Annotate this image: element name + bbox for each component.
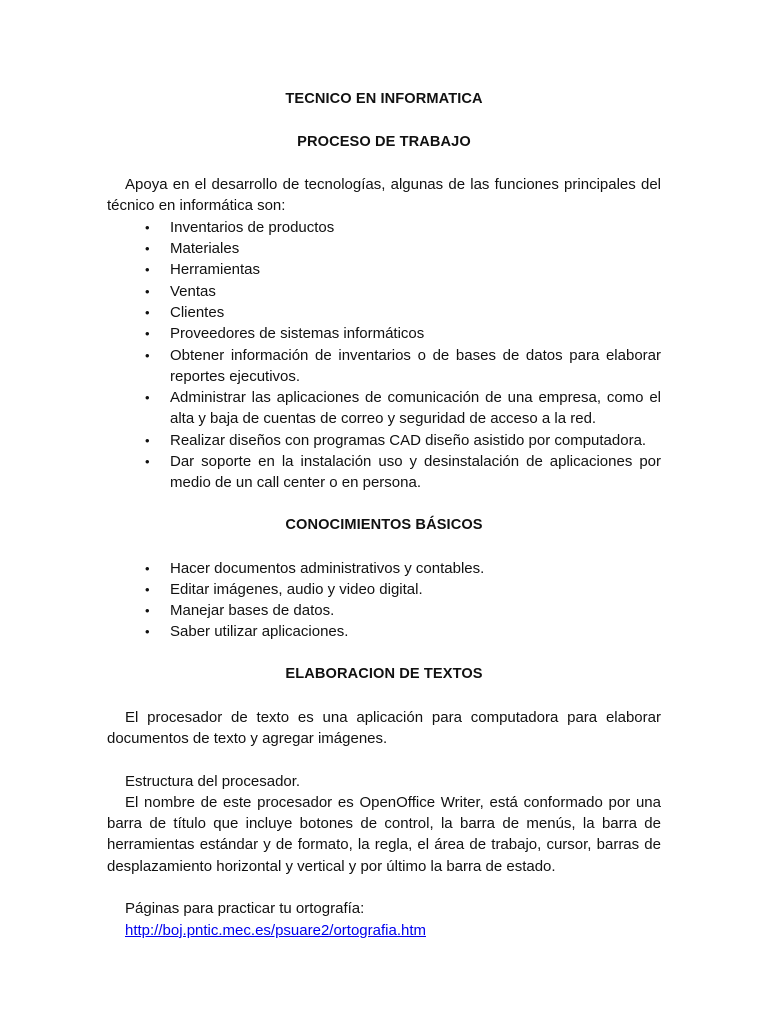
list-item: • Clientes bbox=[107, 302, 661, 323]
list-item: • Materiales bbox=[107, 238, 661, 259]
bullet-icon: • bbox=[145, 326, 150, 342]
knowledge-list bbox=[107, 558, 661, 643]
list-item: • Administrar las aplicaciones de comunicación de una empresa, como el alta y baja de cuentas de correo y seguridad de acceso a la red. bbox=[145, 389, 661, 428]
list-item: • Manejar bases de datos. bbox=[107, 600, 661, 621]
bullet-icon: • bbox=[145, 454, 150, 470]
section-heading-elaboracion: ELABORACION DE TEXTOS bbox=[285, 666, 483, 683]
bullet-icon: • bbox=[145, 603, 150, 619]
intro-paragraph: Apoya en el desarrollo de tecnologías, algunas de las funciones principales del técnico en informática son: bbox=[107, 176, 661, 215]
structure-paragraph: El nombre de este procesador es OpenOffice Writer, está conformado por una barra de título que incluye botones de control, la barra de menús, la barra de herramientas estándar y de formato, la regla, el área de trabajo, cursor, barras de desplazamiento horizontal y vertical y por último la barra de estado. bbox=[107, 793, 661, 875]
section-heading-conocimientos: CONOCIMIENTOS BÁSICOS bbox=[285, 516, 483, 533]
bullet-icon: • bbox=[145, 262, 150, 278]
document-page bbox=[107, 89, 661, 941]
bullet-icon: • bbox=[145, 347, 150, 363]
list-item: • Obtener información de inventarios o de bases de datos para elaborar reportes ejecutivos. bbox=[145, 346, 661, 385]
list-item: • Realizar diseños con programas CAD diseño asistido por computadora. bbox=[107, 430, 661, 451]
processor-paragraph: El procesador de texto es una aplicación para computadora para elaborar documentos de texto y agregar imágenes. bbox=[107, 708, 661, 747]
list-item: • Editar imágenes, audio y video digital. bbox=[107, 579, 661, 600]
practice-label: Páginas para practicar tu ortografía: bbox=[125, 900, 365, 918]
list-item: • Saber utilizar aplicaciones. bbox=[107, 621, 661, 642]
list-item: • Dar soporte en la instalación uso y desinstalación de aplicaciones por medio de un call center o en persona. bbox=[145, 453, 661, 492]
list-item: • Hacer documentos administrativos y contables. bbox=[107, 558, 661, 579]
functions-list bbox=[107, 217, 661, 494]
bullet-icon: • bbox=[145, 390, 150, 406]
bullet-icon: • bbox=[145, 581, 150, 597]
bullet-icon: • bbox=[145, 304, 150, 320]
bullet-icon: • bbox=[145, 624, 150, 640]
structure-title: Estructura del procesador. bbox=[125, 772, 301, 790]
list-item: • Inventarios de productos bbox=[107, 217, 661, 238]
list-item: • Ventas bbox=[107, 281, 661, 302]
bullet-icon: • bbox=[145, 219, 150, 235]
list-item: • Proveedores de sistemas informáticos bbox=[107, 323, 661, 344]
section-heading-proceso: PROCESO DE TRABAJO bbox=[297, 133, 471, 150]
bullet-icon: • bbox=[145, 432, 150, 448]
practice-link[interactable]: http://boj.pntic.mec.es/psuare2/ortografia.htm bbox=[125, 921, 426, 939]
list-item: • Herramientas bbox=[107, 259, 661, 280]
bullet-icon: • bbox=[145, 560, 150, 576]
bullet-icon: • bbox=[145, 241, 150, 257]
document-title: TECNICO EN INFORMATICA bbox=[285, 91, 483, 107]
bullet-icon: • bbox=[145, 283, 150, 299]
